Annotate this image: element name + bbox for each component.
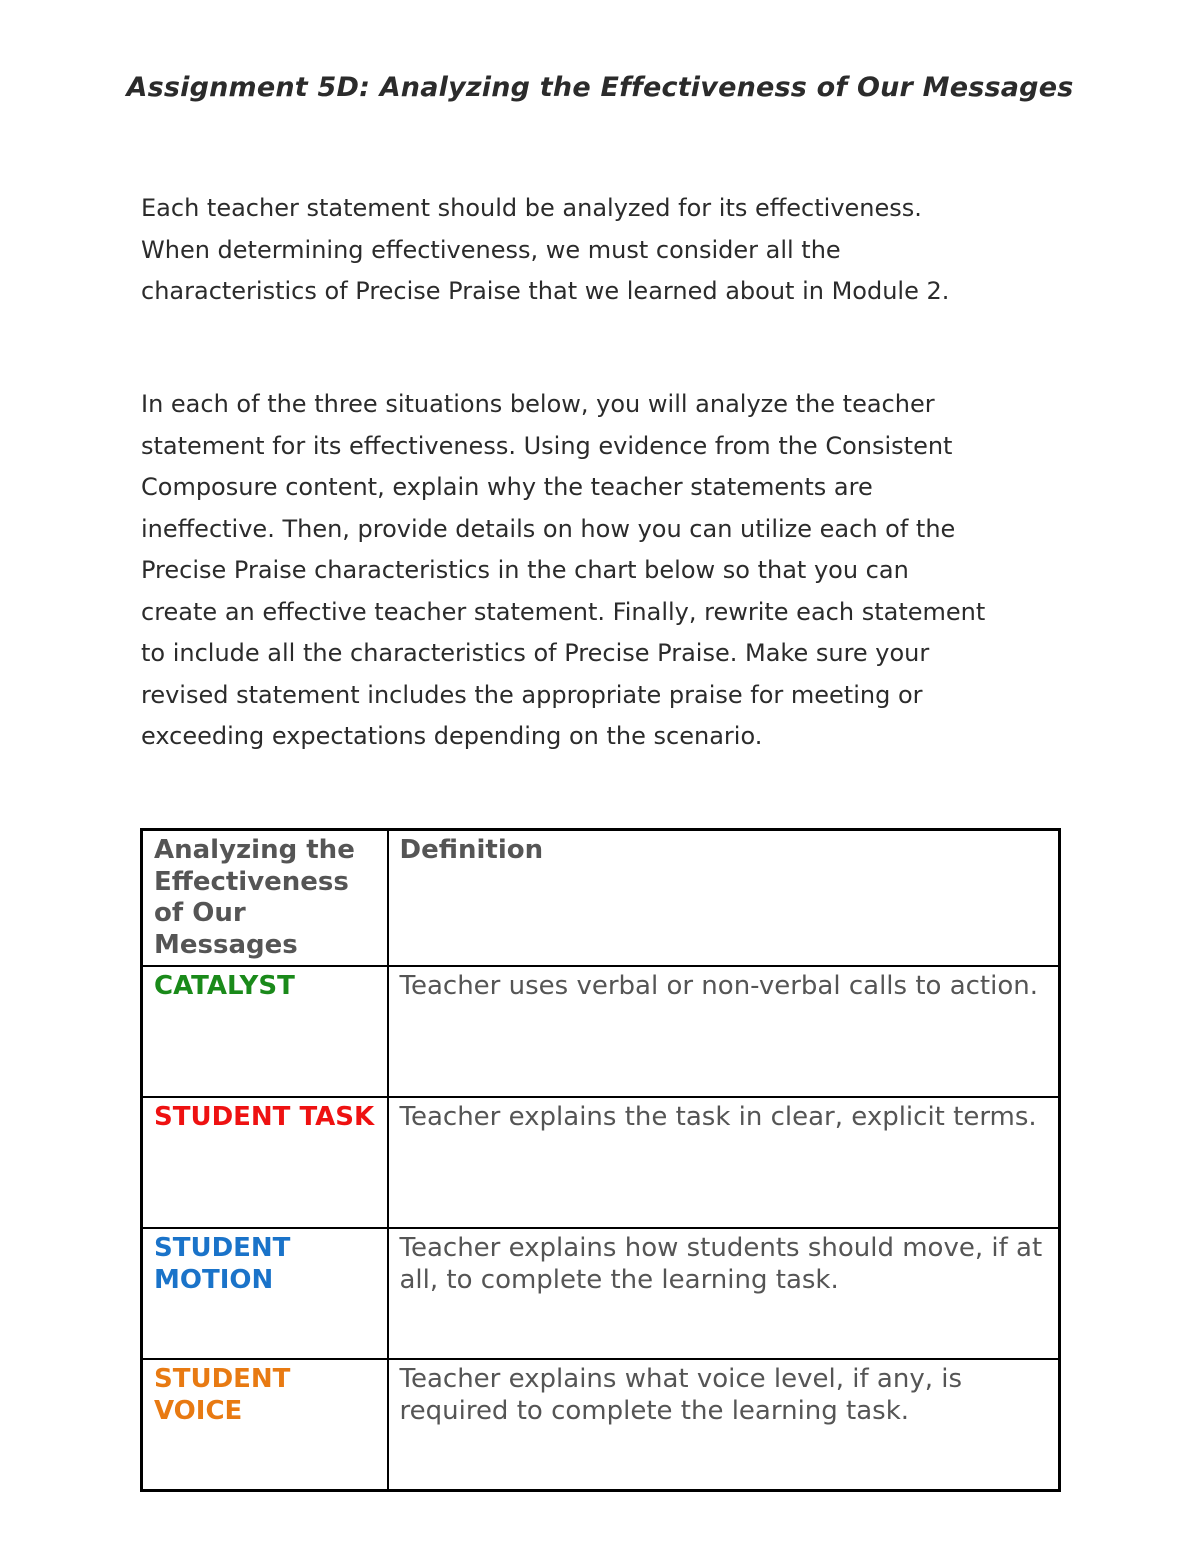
paragraph-line: When determining effectiveness, we must consider all the bbox=[141, 235, 841, 264]
intro-paragraph bbox=[141, 188, 1071, 313]
table-header-term: Analyzing the Effectiveness of Our Messages bbox=[142, 830, 388, 967]
paragraph-line: Composure content, explain why the teacher statements are bbox=[141, 473, 873, 501]
definition-catalyst: Teacher uses verbal or non-verbal calls to action. bbox=[388, 966, 1060, 1097]
paragraph-line: Precise Praise characteristics in the chart below so that you can bbox=[141, 556, 909, 584]
paragraph-line: Each teacher statement should be analyzed for its effectiveness. bbox=[141, 194, 922, 222]
table-row bbox=[142, 966, 1060, 1097]
definition-student-motion: Teacher explains how students should move, if at all, to complete the learning task. bbox=[388, 1228, 1060, 1359]
term-catalyst: CATALYST bbox=[142, 966, 388, 1097]
paragraph-line: revised statement includes the appropriate praise for meeting or bbox=[141, 680, 923, 709]
paragraph-line: create an effective teacher statement. Finally, rewrite each statement bbox=[141, 597, 986, 626]
term-student-task: STUDENT TASK bbox=[142, 1097, 388, 1228]
paragraph-line: to include all the characteristics of Precise Praise. Make sure your bbox=[141, 639, 930, 667]
paragraph-line: characteristics of Precise Praise that we learned about in Module 2. bbox=[141, 277, 950, 305]
table-header-row bbox=[142, 830, 1060, 967]
paragraph-line: statement for its effectiveness. Using evidence from the Consistent bbox=[141, 431, 953, 460]
term-student-voice: STUDENT VOICE bbox=[142, 1359, 388, 1491]
precise-praise-table bbox=[140, 828, 1061, 1492]
definition-student-task: Teacher explains the task in clear, explicit terms. bbox=[388, 1097, 1060, 1228]
table-row bbox=[142, 1097, 1060, 1228]
term-student-motion: STUDENT MOTION bbox=[142, 1228, 388, 1359]
definition-student-voice: Teacher explains what voice level, if any, is required to complete the learning task. bbox=[388, 1359, 1060, 1491]
paragraph-line: exceeding expectations depending on the scenario. bbox=[141, 722, 763, 750]
table-header-definition: Definition bbox=[388, 830, 1060, 967]
document-title: Assignment 5D: Analyzing the Effectiveness of Our Messages bbox=[126, 72, 1074, 103]
instructions-paragraph bbox=[141, 384, 1071, 758]
paragraph-line: In each of the three situations below, you will analyze the teacher bbox=[141, 390, 935, 418]
table-row bbox=[142, 1228, 1060, 1359]
paragraph-line: ineffective. Then, provide details on how you can utilize each of the bbox=[141, 514, 956, 543]
table-row bbox=[142, 1359, 1060, 1491]
